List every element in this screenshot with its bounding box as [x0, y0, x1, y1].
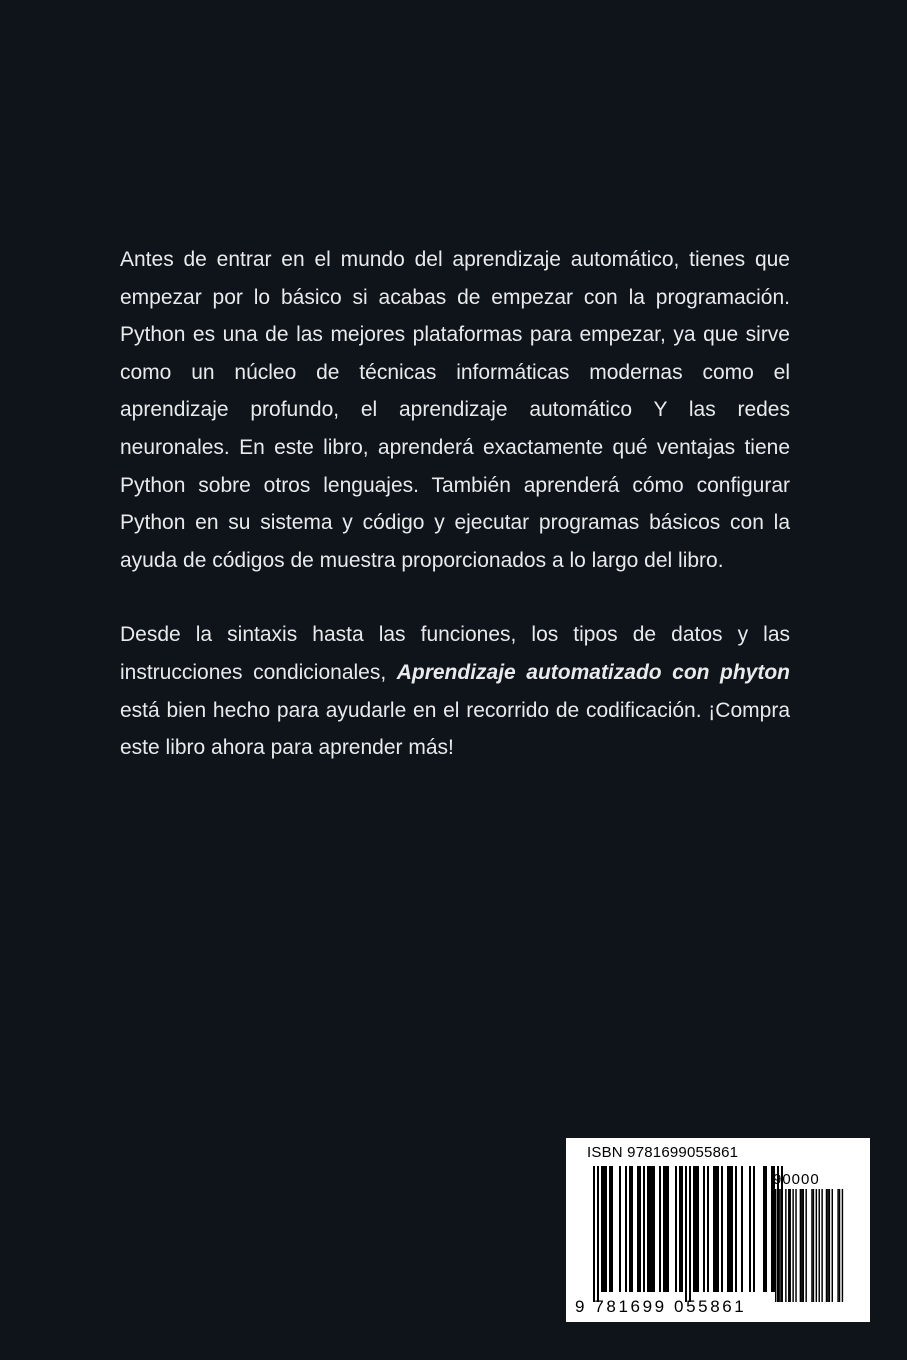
addon-bar	[819, 1189, 820, 1302]
barcode-bar	[631, 1166, 633, 1292]
barcode-bar	[675, 1166, 677, 1292]
barcode-bar	[653, 1166, 655, 1292]
barcode-bar	[763, 1166, 765, 1292]
addon-bar	[801, 1189, 802, 1302]
barcode-bar	[679, 1166, 681, 1292]
barcode-bar	[639, 1166, 641, 1292]
barcode-bar	[681, 1166, 683, 1292]
barcode-bar	[685, 1166, 687, 1302]
addon-bar	[827, 1189, 828, 1302]
barcode-bar	[713, 1166, 715, 1292]
barcode-bar	[597, 1166, 599, 1302]
barcode-bar	[663, 1166, 665, 1292]
barcode-bar	[729, 1166, 731, 1292]
barcode-bar	[667, 1166, 669, 1292]
addon-bar	[803, 1189, 804, 1302]
barcode-bar	[649, 1166, 651, 1292]
ean-digits: 9 781699 055861	[575, 1297, 747, 1316]
barcode-bar	[665, 1166, 667, 1292]
barcode-bar	[731, 1166, 733, 1292]
barcode-bar	[603, 1166, 605, 1292]
barcode-bar	[727, 1166, 729, 1292]
addon-bar	[837, 1189, 838, 1302]
barcode-bar	[593, 1166, 595, 1302]
blurb-paragraph-2	[120, 616, 790, 766]
addon-bar	[829, 1189, 830, 1302]
barcode-bar	[647, 1166, 649, 1292]
barcode-bar	[697, 1166, 699, 1292]
back-cover-blurb	[120, 241, 790, 767]
barcode-bar	[753, 1166, 755, 1292]
barcode-bar	[659, 1166, 661, 1292]
addon-bar	[775, 1189, 776, 1302]
barcode-bar	[721, 1166, 723, 1292]
blurb-paragraph-1: Antes de entrar en el mundo del aprendizaje automático, tienes que empezar por lo básico si acabas de empezar con la programación. Python es una de las mejores plataformas para empezar, ya que sirve como un núcleo de técnicas informáticas modernas como el aprendizaje profundo, el aprendizaje automático Y las redes neuronales. En este libro, aprenderá exactamente qué ventajas tiene Python sobre otros lenguajes. También aprenderá cómo configurar Python en su sistema y código y ejecutar programas básicos con la ayuda de códigos de muestra proporcionados a lo largo del libro.	[120, 248, 790, 572]
addon-bar	[839, 1189, 840, 1302]
addon-bar	[826, 1189, 827, 1302]
barcode-bar	[609, 1166, 611, 1292]
barcode-bar	[611, 1166, 613, 1292]
addon-bar	[785, 1189, 786, 1302]
addon-bar	[813, 1189, 814, 1302]
addon-bar	[790, 1189, 791, 1302]
barcode-bar	[689, 1166, 691, 1302]
addon-bar	[795, 1189, 796, 1302]
ean-bars	[593, 1166, 783, 1302]
blurb-paragraph-2-outro: está bien hecho para ayudarle en el recorrido de codificación. ¡Compra este libro ahora para aprender más!	[120, 698, 790, 760]
barcode-bar	[605, 1166, 607, 1292]
isbn-barcode	[566, 1138, 870, 1322]
barcode-bar	[707, 1166, 709, 1292]
barcode-bar	[717, 1166, 719, 1292]
addon-bar	[779, 1189, 780, 1302]
addon-bar	[805, 1189, 806, 1302]
barcode-bar	[741, 1166, 743, 1292]
barcode-bar	[765, 1166, 767, 1292]
price-code: 90000	[773, 1171, 820, 1188]
barcode-bar	[693, 1166, 695, 1292]
barcode-bar	[715, 1166, 717, 1292]
barcode-bar	[637, 1166, 639, 1292]
barcode-bar	[601, 1166, 603, 1292]
addon-bars	[775, 1189, 843, 1302]
barcode-bar	[735, 1166, 737, 1292]
isbn-label: ISBN 9781699055861	[587, 1144, 739, 1161]
barcode-bar	[629, 1166, 631, 1292]
addon-bar	[800, 1189, 801, 1302]
addon-bar	[832, 1189, 833, 1302]
barcode-bar	[619, 1166, 621, 1292]
blurb-paragraph-2-intro: Desde la sintaxis hasta las funciones, los tipos de datos y las instrucciones condicionales,	[120, 623, 790, 684]
barcode-bar	[749, 1166, 751, 1292]
barcode-bar	[695, 1166, 697, 1292]
addon-bar	[821, 1189, 822, 1302]
addon-bar	[842, 1189, 843, 1302]
addon-bar	[816, 1189, 817, 1302]
barcode-bars	[567, 1139, 871, 1323]
barcode-bar	[703, 1166, 705, 1292]
addon-bar	[778, 1189, 779, 1302]
book-title-emphasis: Aprendizaje automatizado con phyton	[396, 660, 790, 684]
barcode-bar	[625, 1166, 627, 1292]
barcode-bar	[651, 1166, 653, 1292]
addon-bar	[792, 1189, 793, 1302]
addon-bar	[811, 1189, 812, 1302]
barcode-bar	[643, 1166, 645, 1292]
addon-bar	[788, 1189, 789, 1302]
